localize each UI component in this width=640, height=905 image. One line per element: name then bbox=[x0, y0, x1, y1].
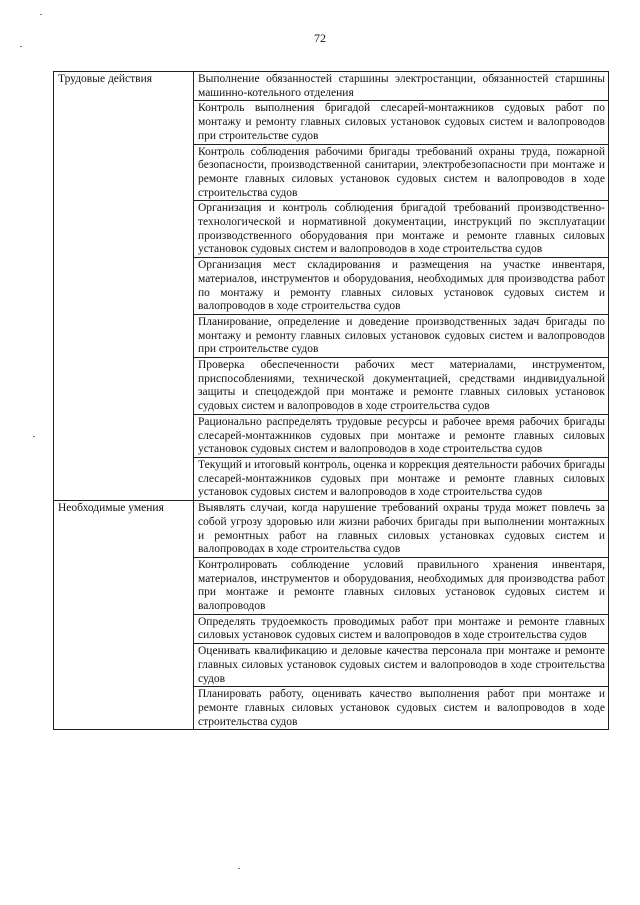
item-cell: Контроль соблюдения рабочими бригады требований охраны труда, пожарной безопасности, производственной санитарии, электробезопасности при монтаже и ремонте главных силовых установок судовых систем и валопроводов в ходе строительства судов bbox=[194, 144, 609, 201]
item-cell: Планировать работу, оценивать качество выполнения работ при монтаже и ремонте главных силовых установок судовых систем и валопроводов в ходе строительства судов bbox=[194, 687, 609, 730]
scan-speck bbox=[20, 46, 22, 47]
item-cell: Организация мест складирования и размещения на участке инвентаря, материалов, инструментов и оборудования, необходимых для производства работ по монтажу и ремонту главных силовых установок судовых систем и валопроводов в ходе строительства судов bbox=[194, 258, 609, 315]
category-cell-required-skills: Необходимые умения bbox=[54, 501, 194, 730]
item-cell: Выявлять случаи, когда нарушение требований охраны труда может повлечь за собой угрозу здоровью или жизни рабочих бригады при выполнении монтажных и ремонтных работ на главных силовых установках судовых систем и валопроводах в ходе строительства судов bbox=[194, 501, 609, 558]
category-cell-labor-actions: Трудовые действия bbox=[54, 72, 194, 501]
item-cell: Планирование, определение и доведение производственных задач бригады по монтажу и ремонту главных силовых установок судовых систем и валопроводов при строительстве судов bbox=[194, 314, 609, 357]
scan-speck bbox=[238, 868, 240, 869]
page-number: 72 bbox=[314, 31, 326, 45]
table-row bbox=[54, 72, 609, 101]
item-cell: Рационально распределять трудовые ресурсы и рабочее время рабочих бригады слесарей-монтажников судовых при монтаже и ремонте главных силовых установок судовых систем и валопроводов в ходе строительства судов bbox=[194, 414, 609, 457]
item-cell: Оценивать квалификацию и деловые качества персонала при монтаже и ремонте главных силовых установок судовых систем и валопроводов в ходе строительства судов bbox=[194, 644, 609, 687]
table-row bbox=[54, 501, 609, 558]
item-cell: Определять трудоемкость проводимых работ при монтаже и ремонте главных силовых установок судовых систем и валопроводов в ходе строительства судов bbox=[194, 614, 609, 643]
item-cell: Контролировать соблюдение условий правильного хранения инвентаря, материалов, инструментов и оборудования, необходимых для производства работ при монтаже и ремонте главных силовых установок судовых систем и валопроводов bbox=[194, 557, 609, 614]
scan-speck bbox=[33, 436, 35, 437]
competency-table bbox=[53, 71, 609, 730]
scan-speck bbox=[40, 14, 42, 15]
item-cell: Организация и контроль соблюдения бригадой требований производственно-технологической и нормативной документации, инструкций по эксплуатации производственного оборудования при монтаже и ремонте главных силовых установок судовых систем и валопроводов в ходе строительства судов bbox=[194, 201, 609, 258]
item-cell: Контроль выполнения бригадой слесарей-монтажников судовых работ по монтажу и ремонту главных силовых установок судовых систем и валопроводов при строительстве судов bbox=[194, 101, 609, 144]
item-cell: Проверка обеспеченности рабочих мест материалами, инструментом, приспособлениями, технической документацией, средствами индивидуальной защиты и спецодеждой при монтаже и ремонте главных силовых установок судовых систем и валопроводов в ходе строительства судов bbox=[194, 358, 609, 415]
item-cell: Текущий и итоговый контроль, оценка и коррекция деятельности рабочих бригады слесарей-монтажников судовых при монтаже и ремонте главных силовых установок судовых систем и валопроводов в ходе строительства судов bbox=[194, 457, 609, 500]
item-cell: Выполнение обязанностей старшины электростанции, обязанностей старшины машинно-котельного отделения bbox=[194, 72, 609, 101]
